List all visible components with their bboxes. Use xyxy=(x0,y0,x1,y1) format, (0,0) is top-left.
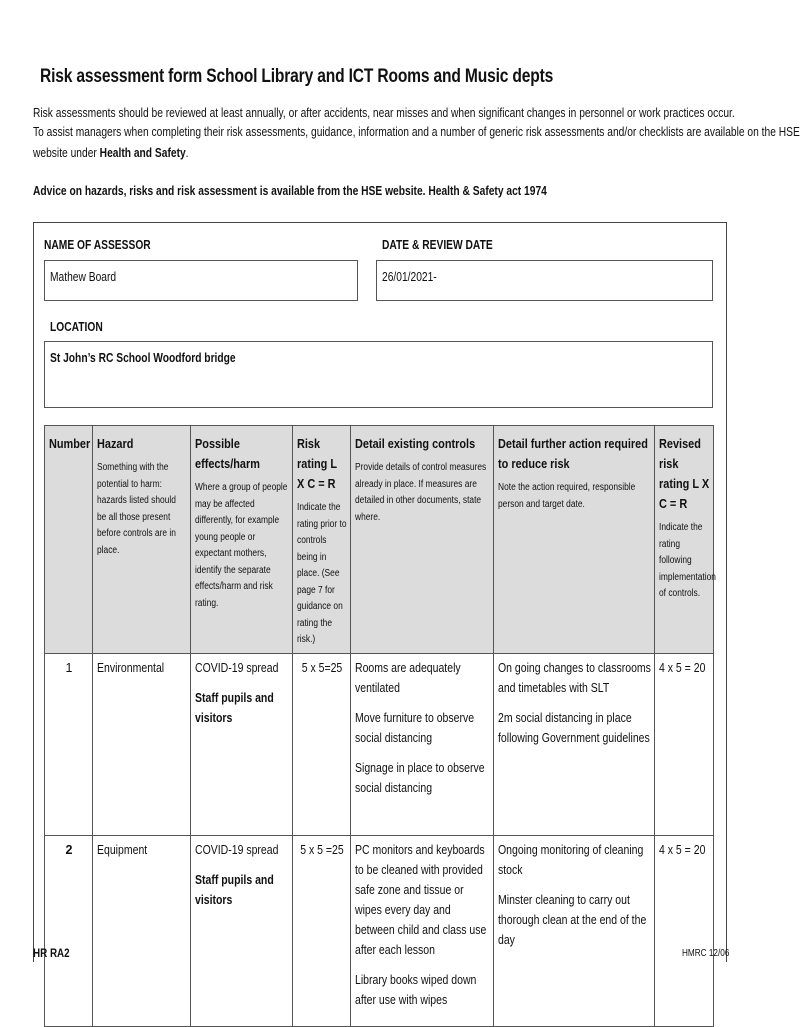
header-effects-desc: Where a group of people may be affected differently, for example young people or expectant mothers, identify the separate effects/harm and risk rating. xyxy=(195,482,288,609)
intro-line-2: To assist managers when completing their risk assessments, guidance, information and a number of generic risk assessments and/or checklists are available on the HSE xyxy=(33,125,800,139)
row-1-effect: COVID-19 spread xyxy=(195,660,279,675)
row-2-rating: 5 x 5 =25 xyxy=(293,835,351,1026)
row-2-effect-people: Staff pupils and visitors xyxy=(195,872,274,907)
header-revised-rating: Revised risk rating L X C = R Indicate the rating following implementation of controls. xyxy=(655,426,714,654)
intro-line-3-prefix: website under xyxy=(33,146,100,160)
assessor-field[interactable] xyxy=(44,260,358,301)
header-further-action: Detail further action required to reduce risk Note the action required, responsible person and target date. xyxy=(494,426,655,654)
row-1-control-3: Signage in place to observe social distancing xyxy=(355,760,485,795)
header-controls-desc: Provide details of control measures already in place. If measures are detailed in other documents, state where. xyxy=(355,462,487,523)
header-risk-rating-desc: Indicate the rating prior to controls being in place. (See page 7 for guidance on rating the risk.) xyxy=(297,502,347,645)
row-1-effect-people: Staff pupils and visitors xyxy=(195,690,274,725)
row-1-control-2: Move furniture to observe social distancing xyxy=(355,710,475,745)
header-number: Number xyxy=(45,426,93,654)
row-2-action-1: Ongoing monitoring of cleaning stock xyxy=(498,842,644,877)
row-1-control-1: Rooms are adequately ventilated xyxy=(355,660,461,695)
row-1-action-1: On going changes to classrooms and timetables with SLT xyxy=(498,660,651,695)
page-title: Risk assessment form School Library and ICT Rooms and Music depts xyxy=(40,66,554,87)
date-label: DATE & REVIEW DATE xyxy=(382,238,493,252)
row-2-hazard: Equipment xyxy=(93,835,191,1026)
row-1-action-2: 2m social distancing in place following Government guidelines xyxy=(498,710,650,745)
row-2-controls xyxy=(351,835,494,1026)
health-and-safety-link[interactable]: Health and Safety xyxy=(99,146,186,160)
header-risk-rating: Risk rating L X C = R Indicate the rating prior to controls being in place. (See page 7 for guidance on rating the risk.) xyxy=(293,426,351,654)
row-1-effects xyxy=(191,653,293,835)
row-2-effects xyxy=(191,835,293,1026)
intro-line-1: Risk assessments should be reviewed at least annually, or after accidents, near misses and when significant changes in personnel or work practices occur. xyxy=(33,106,735,120)
row-2-number: 2 xyxy=(45,835,93,1026)
row-2-action-2: Minster cleaning to carry out thorough clean at the end of the day xyxy=(498,892,647,947)
header-hazard-desc: Something with the potential to harm: hazards listed should be all those present before controls are in place. xyxy=(97,462,176,556)
assessor-value: Mathew Board xyxy=(50,270,117,284)
table-row xyxy=(45,835,714,1026)
row-1-rating: 5 x 5=25 xyxy=(293,653,351,835)
date-value: 26/01/2021- xyxy=(382,270,437,284)
intro-line-3 xyxy=(33,146,189,161)
location-value: St John’s RC School Woodford bridge xyxy=(50,351,236,365)
row-2-revised: 4 x 5 = 20 xyxy=(655,835,714,1026)
row-2-control-1: PC monitors and keyboards to be cleaned with provided safe zone and tissue or wipes every day and between child and class use after each lesson xyxy=(355,842,487,957)
footer-version: HMRC 12/06 xyxy=(682,948,730,959)
header-further-action-desc: Note the action required, responsible person and target date. xyxy=(498,482,636,510)
table-header-row xyxy=(45,426,714,654)
header-effects: Possible effects/harm Where a group of people may be affected differently, for example young people or expectant mothers, identify the separate effects/harm and risk rating. xyxy=(191,426,293,654)
risk-table xyxy=(44,425,714,1027)
advice-text: Advice on hazards, risks and risk assessment is available from the HSE website. Health & Safety act 1974 xyxy=(33,184,547,198)
row-1-controls xyxy=(351,653,494,835)
location-field[interactable] xyxy=(44,341,713,408)
row-1-number: 1 xyxy=(45,653,93,835)
date-field[interactable] xyxy=(376,260,713,301)
header-controls: Detail existing controls Provide details of control measures already in place. If measures are detailed in other documents, state where. xyxy=(351,426,494,654)
table-row xyxy=(45,653,714,835)
row-1-hazard: Environmental xyxy=(93,653,191,835)
row-2-actions xyxy=(494,835,655,1026)
footer-form-code: HR RA2 xyxy=(33,946,70,960)
location-label: LOCATION xyxy=(50,320,103,334)
header-revised-rating-desc: Indicate the rating following implementation of controls. xyxy=(659,522,716,599)
assessor-label: NAME OF ASSESSOR xyxy=(44,238,151,252)
row-1-actions xyxy=(494,653,655,835)
row-2-effect: COVID-19 spread xyxy=(195,842,279,857)
intro-line-3-suffix: . xyxy=(185,146,189,160)
header-hazard: Hazard Something with the potential to harm: hazards listed should be all those present before controls are in place. xyxy=(93,426,191,654)
row-2-control-2: Library books wiped down after use with wipes xyxy=(355,972,477,1007)
row-1-revised: 4 x 5 = 20 xyxy=(655,653,714,835)
